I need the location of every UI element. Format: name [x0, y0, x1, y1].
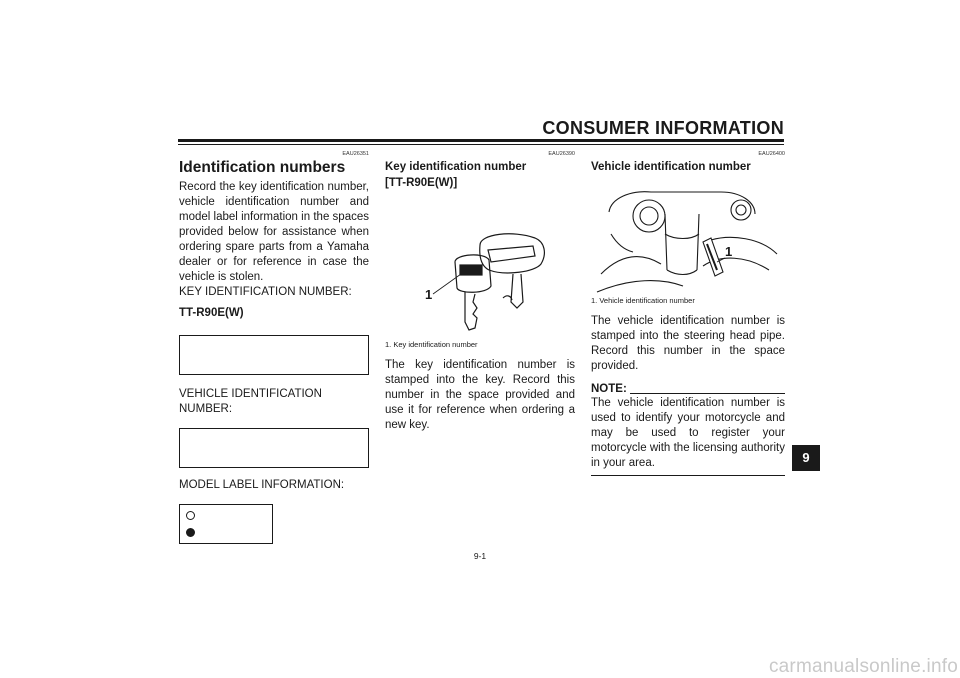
note-paragraph: The vehicle identification number is used to identify your motorcycle and may be used to register your motorcycle with the licensing authority in your area.: [591, 397, 785, 469]
chapter-tab: 9: [792, 445, 820, 471]
figure-caption: 1. Key identification number: [385, 340, 478, 349]
column-vehicle-identification: [591, 150, 785, 476]
section-title: Identification numbers: [179, 159, 346, 176]
steering-head-illustration: [591, 174, 785, 296]
key-paragraph: The key identification number is stamped into the key. Record this number in the space provided and use it for reference when ordering a new key.: [385, 359, 575, 431]
section-title-line2: [TT-R90E(W)]: [385, 177, 458, 189]
key-drawing: [385, 190, 575, 340]
header-rule: [178, 139, 784, 142]
section-title-line1: Key identification number: [385, 161, 527, 173]
key-number-field: [179, 335, 369, 375]
note-header: [591, 382, 785, 396]
section-title: Vehicle identification number: [591, 161, 751, 173]
section-code: EAU26400: [758, 151, 785, 157]
page-number: 9-1: [473, 551, 487, 561]
vin-field: [179, 428, 369, 468]
note-end-rule: [591, 475, 785, 476]
vin-label-line2: NUMBER:: [179, 403, 233, 415]
section-code: EAU26390: [548, 151, 575, 157]
vin-label-line1: VEHICLE IDENTIFICATION: [179, 388, 322, 400]
key-illustration: [385, 190, 575, 340]
model-label-heading: MODEL LABEL INFORMATION:: [179, 479, 345, 491]
section-code: EAU26351: [342, 151, 369, 157]
header-rule-thin: [178, 144, 784, 145]
open-circle-icon: [186, 511, 195, 520]
model-label-field: [179, 504, 273, 544]
vin-paragraph: The vehicle identification number is stamped into the steering head pipe. Record this number in the space provided.: [591, 315, 785, 372]
watermark: carmanualsonline.info: [768, 656, 958, 677]
model-code: TT-R90E(W): [179, 307, 244, 319]
column-key-identification: [385, 150, 575, 433]
note-label: NOTE:: [591, 383, 627, 395]
key-number-label: KEY IDENTIFICATION NUMBER:: [179, 286, 352, 298]
column-identification-numbers: [179, 150, 369, 544]
page-header-title: CONSUMER INFORMATION: [542, 118, 784, 138]
intro-paragraph: Record the key identification number, vehicle identification number and model label information in the spaces provided below for assistance when ordering spare parts from a Yamaha dealer or for reference in case the vehicle is stolen.: [179, 181, 369, 283]
steering-head-drawing: [591, 174, 785, 296]
callout-1: 1: [725, 244, 733, 259]
note-rule: [630, 393, 785, 394]
filled-circle-icon: [186, 528, 195, 537]
callout-1: 1: [425, 287, 433, 302]
figure-caption: 1. Vehicle identification number: [591, 296, 695, 305]
